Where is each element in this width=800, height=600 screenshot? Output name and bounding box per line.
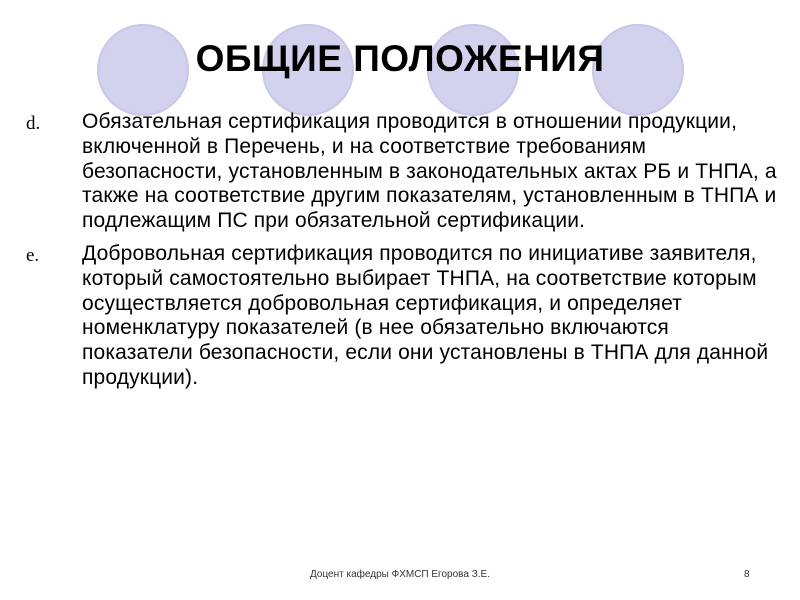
slide-title: ОБЩИЕ ПОЛОЖЕНИЯ	[195, 38, 605, 79]
list-item	[20, 242, 780, 391]
list-item-text: Обязательная сертификация проводится в отношении продукции, включенной в Перечень, и на соответствие требованиям безопасности, установленным в законодательных актах РБ и ТНПА, а также на соответствие другим показателям, установленным в ТНПА и подлежащим ПС при обязательной сертификации.	[82, 110, 777, 233]
bullet-list	[20, 110, 780, 399]
list-item	[20, 110, 780, 234]
footer-author: Доцент кафедры ФХМСП Егорова З.Е.	[310, 569, 490, 580]
list-marker: e.	[26, 244, 40, 266]
page-number: 8	[744, 569, 750, 580]
list-item-text: Добровольная сертификация проводится по инициативе заявителя, который самостоятельно выбирает ТНПА, на соответствие которым осуществляется добровольная сертификация, и определяет номенклатуру показателей (в нее обязательно включаются показатели безопасности, если они установлены в ТНПА для данной продукции).	[82, 241, 769, 389]
list-marker: d.	[26, 113, 41, 134]
